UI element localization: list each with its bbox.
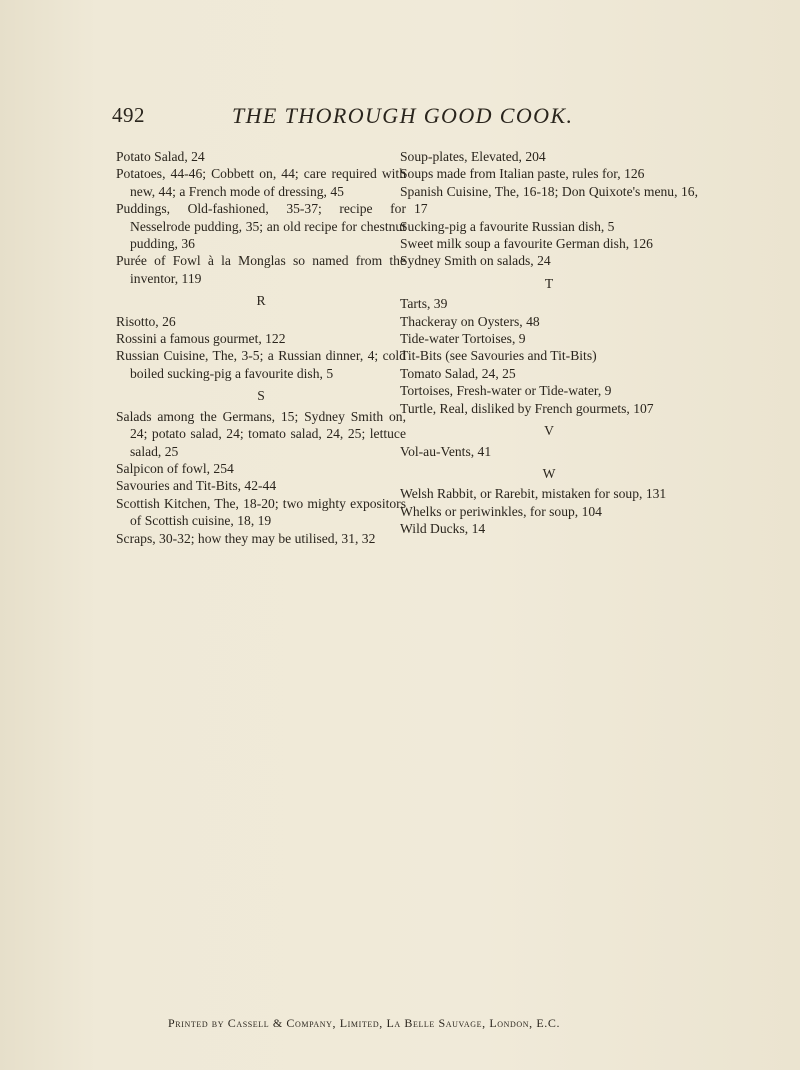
index-entry: Wild Ducks, 14	[400, 521, 486, 537]
index-entry: Rossini a famous gourmet, 122	[116, 331, 286, 347]
index-entry: Spanish Cuisine, The, 16-18; Don Quixote's menu, 16, 17	[400, 183, 698, 217]
index-entry: Savouries and Tit-Bits, 42-44	[116, 478, 277, 494]
index-entry: Salads among the Germans, 15; Sydney Smith on, 24; potato salad, 24; tomato salad, 24, 25; lettuce salad, 25	[116, 408, 406, 459]
index-entry: Scraps, 30-32; how they may be utilised, 31, 32	[116, 530, 376, 546]
index-entry: Soup-plates, Elevated, 204	[400, 149, 546, 164]
printer-imprint: Printed by Cassell & Company, Limited, La Belle Sauvage, London, E.C.	[168, 1016, 561, 1030]
index-entry: Tarts, 39	[400, 296, 448, 312]
section-letter-t: T	[544, 275, 554, 291]
index-entry: Potatoes, 44-46; Cobbett on, 44; care required with new, 44; a French mode of dressing, 45	[116, 166, 406, 199]
index-entry: Tomato Salad, 24, 25	[400, 365, 516, 381]
index-entry: Welsh Rabbit, or Rarebit, mistaken for soup, 131	[400, 486, 667, 502]
running-title: THE THOROUGH GOOD COOK.	[232, 103, 574, 128]
page-number: 492	[112, 103, 145, 127]
index-entry: Purée of Fowl à la Monglas so named from the inventor, 119	[116, 253, 406, 286]
index-entry: Thackeray on Oysters, 48	[400, 313, 540, 329]
index-column-left	[116, 148, 406, 547]
section-letter-w: W	[542, 465, 556, 481]
section-letter-r: R	[256, 293, 266, 309]
section-letter-v: V	[544, 423, 554, 439]
index-entry: Salpicon of fowl, 254	[116, 460, 234, 476]
index-entry: Russian Cuisine, The, 3-5; a Russian dinner, 4; cold boiled sucking-pig a favourite dish, 5	[116, 348, 406, 381]
index-entry: Puddings, Old-fashioned, 35-37; recipe for Nesselrode pudding, 35; an old recipe for chestnut pudding, 36	[116, 201, 406, 252]
index-entry: Sucking-pig a favourite Russian dish, 5	[400, 218, 615, 234]
index-entry: Scottish Kitchen, The, 18-20; two mighty expositors of Scottish cuisine, 18, 19	[116, 495, 406, 529]
index-entry: Tide-water Tortoises, 9	[400, 331, 526, 347]
index-entry: Tit-Bits (see Savouries and Tit-Bits)	[400, 348, 597, 364]
index-entry: Turtle, Real, disliked by French gourmets, 107	[400, 400, 654, 416]
index-entry: Tortoises, Fresh-water or Tide-water, 9	[400, 383, 612, 399]
index-column-right	[400, 148, 698, 538]
index-entry: Soups made from Italian paste, rules for, 126	[400, 166, 645, 182]
index-entry: Vol-au-Vents, 41	[400, 443, 492, 459]
index-entry: Risotto, 26	[116, 313, 176, 329]
index-entry: Potato Salad, 24	[116, 149, 205, 164]
section-letter-s: S	[257, 388, 265, 404]
index-entry: Sweet milk soup a favourite German dish, 126	[400, 236, 653, 252]
index-entry: Sydney Smith on salads, 24	[400, 253, 551, 269]
page-header	[112, 103, 712, 133]
index-entry: Whelks or periwinkles, for soup, 104	[400, 503, 602, 519]
